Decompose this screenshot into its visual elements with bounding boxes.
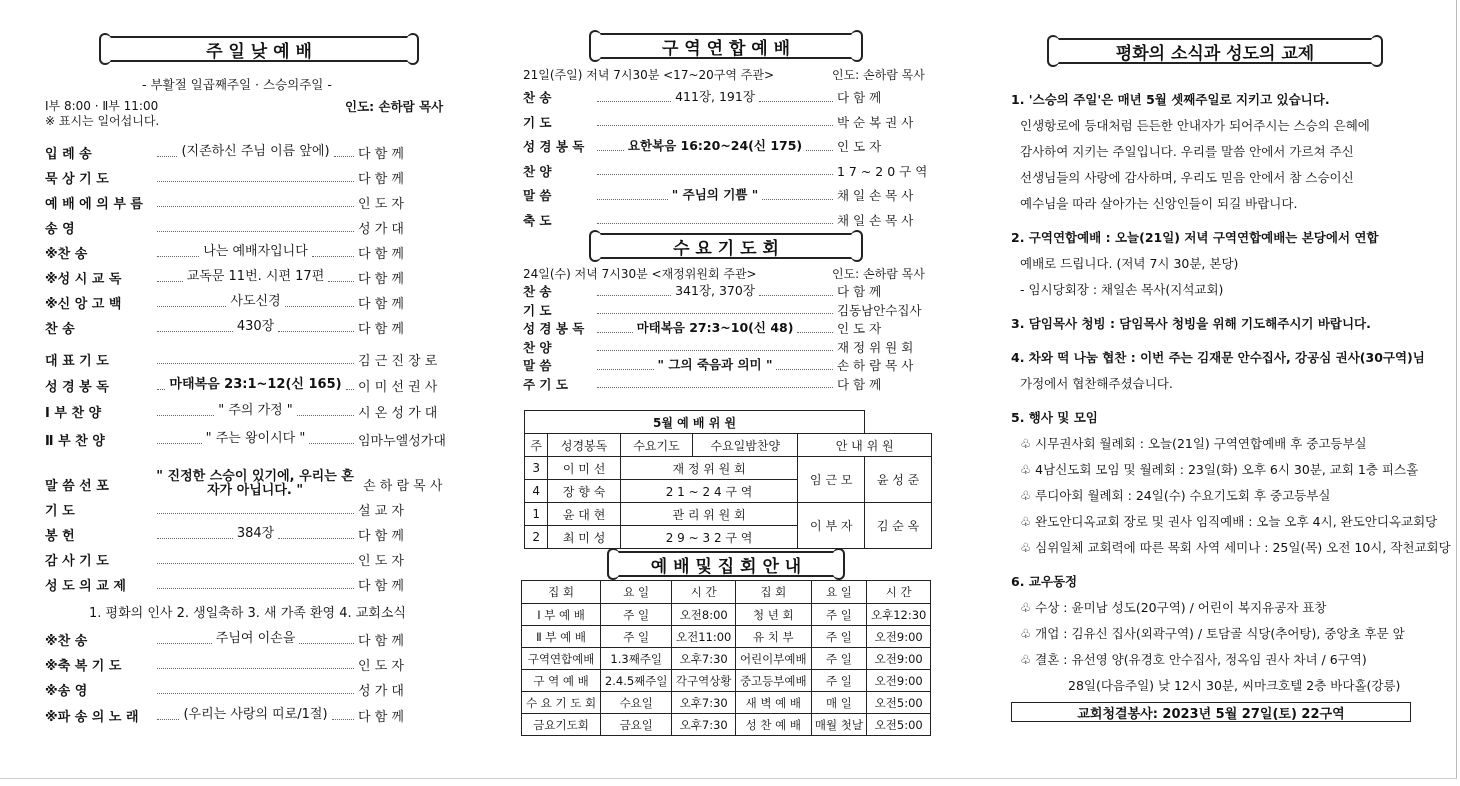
order-item-label: 찬 송 (523, 284, 552, 299)
order-item-label: 봉 헌 (45, 529, 75, 544)
order-item-detail: 마태복음 23:1~12(신 165) (169, 377, 342, 393)
order-item-label: ※성 시 교 독 (45, 272, 122, 287)
leader-dots (759, 93, 833, 102)
order-item (45, 218, 450, 237)
order-item-detail: 사도신경 (230, 294, 281, 310)
order-item-leader: 다 함 께 (358, 529, 404, 544)
order-item-leader: 1 7 ~ 2 0 구 역 (837, 163, 928, 179)
order-item (45, 243, 450, 262)
order-item (45, 470, 450, 499)
committee-header-cell: 수요기도 (620, 434, 692, 457)
news-heading: 3. 담임목사 청빙 : 담임목사 청빙을 위해 기도해주시기 바랍니다. (1011, 316, 1371, 331)
schedule-title-text: 예 배 및 집 회 안 내 (650, 556, 802, 577)
leader-dots (597, 342, 833, 351)
order-item-leader: 손 하 람 목 사 (837, 358, 914, 373)
schedule-row (522, 692, 931, 714)
committee-week: 3 (525, 457, 548, 480)
leader-dots (157, 355, 354, 364)
order-item (523, 137, 933, 155)
schedule-cell: 오전11:00 (672, 626, 736, 648)
schedule-cell: 주 일 (601, 604, 672, 626)
order-item-leader: 다 함 께 (358, 579, 404, 594)
order-item-label: 기 도 (523, 114, 552, 130)
committee-header-row (525, 434, 932, 457)
order-item (523, 162, 933, 180)
leader-dots (157, 505, 354, 514)
order-item-leader: 다 함 께 (358, 247, 404, 262)
schedule-cell: 중고등부예배 (736, 670, 811, 692)
schedule-row (522, 604, 931, 626)
order-item (45, 318, 450, 337)
order-item-leader: 설 교 자 (358, 504, 404, 519)
order-item-leader: 다 함 께 (358, 297, 404, 312)
schedule-cell: 오전9:00 (867, 626, 931, 648)
order-item-detail: 주님여 이손을 (215, 631, 296, 647)
leader-dots (157, 298, 226, 307)
leader-dots (157, 223, 354, 232)
order-item (523, 319, 933, 337)
schedule-cell: 매 일 (811, 692, 867, 714)
order-item-label: 축 도 (523, 212, 552, 228)
order-item-detail: (우리는 사랑의 띠로/1절) (183, 707, 328, 723)
order-item-leader: 인 도 자 (358, 197, 404, 212)
news-line: ♧ 루디아회 월례회 : 24일(수) 수요기도회 후 중고등부실 (1020, 488, 1331, 503)
leader-dots (597, 305, 833, 314)
committee-reader: 최 미 성 (548, 526, 620, 549)
schedule-header-cell: 요 일 (811, 581, 867, 604)
schedule-cell: 오전5:00 (867, 714, 931, 736)
news-heading: 4. 차와 떡 나눔 협찬 : 이번 주는 김재문 안수집사, 강공심 권사(30구역)님 (1011, 350, 1425, 365)
order-item (45, 168, 450, 187)
leader-dots (157, 435, 202, 444)
order-item (523, 186, 933, 204)
schedule-cell: 새 벽 예 배 (736, 692, 811, 714)
leader-dots (597, 166, 833, 175)
leader-dots (157, 198, 354, 207)
schedule-cell: 금요일 (601, 714, 672, 736)
news-line: 예수님을 따라 살아가는 신앙인들이 되길 바랍니다. (1020, 196, 1298, 211)
news-line: ♧ 완도안디옥교회 장로 및 권사 임직예배 : 오늘 오후 4시, 완도안디옥교회당 (1020, 514, 1438, 529)
schedule-row (522, 670, 931, 692)
order-item-leader: 다 함 께 (358, 147, 404, 162)
order-item (523, 356, 933, 374)
committee-prayer: 관 리 위 원 회 (620, 503, 798, 526)
order-item-leader: 이 미 선 권 사 (358, 380, 438, 395)
news-title-text: 평화의 소식과 성도의 교제 (1115, 43, 1315, 64)
schedule-row (522, 714, 931, 736)
order-item-leader: 다 함 께 (837, 376, 882, 392)
schedule-cell: 오후7:30 (672, 692, 736, 714)
news-line: ♧ 결혼 : 유선영 양(유경호 안수집사, 정옥임 권사 차녀 / 6구역) (1020, 652, 1367, 667)
order-item-label: 예 배 에 의 부 름 (45, 197, 143, 212)
news-line: ♧ 개업 : 김유신 집사(외곽구역) / 토담골 식당(추어탕), 중앙초 후문 앞 (1020, 626, 1405, 641)
committee-prayer: 2 9 ~ 3 2 구 역 (620, 526, 798, 549)
leader-dots (759, 287, 833, 296)
committee-table (524, 410, 932, 549)
committee-header-cell: 성경봉독 (548, 434, 620, 457)
order-item-label: 성 경 봉 독 (523, 321, 585, 336)
order-item-label: 말 씀 선 포 (45, 478, 109, 494)
schedule-cell: 구 역 예 배 (522, 670, 601, 692)
order-item-label: 말 씀 (523, 188, 552, 203)
order-item (45, 376, 450, 395)
schedule-cell: 청 년 회 (736, 604, 811, 626)
leader-dots (157, 173, 354, 182)
leader-dots (157, 273, 183, 282)
leader-dots (597, 117, 833, 126)
order-item-detail: 430장 (236, 319, 275, 335)
order-item (45, 143, 450, 162)
order-item-detail: 411장, 191장 (675, 89, 755, 105)
order-item-label: 성 경 봉 독 (45, 380, 109, 395)
order-item-label: ※파 송 의 노 래 (45, 710, 139, 725)
leader-dots (309, 435, 354, 444)
order-item (45, 430, 450, 449)
order-item-label: 성 경 봉 독 (523, 139, 585, 154)
leader-dots (597, 379, 833, 388)
leader-dots (334, 148, 354, 157)
order-item (45, 525, 450, 544)
order-item (45, 655, 450, 674)
order-item-label: 찬 송 (523, 90, 552, 105)
schedule-row (522, 648, 931, 670)
schedule-cell: 오후7:30 (672, 714, 736, 736)
news-heading: 5. 행사 및 모임 (1011, 410, 1098, 425)
news-line: ♧ 시무권사회 월례회 : 오늘(21일) 구역연합예배 후 중고등부실 (1020, 436, 1367, 451)
schedule-cell: Ⅱ 부 예 배 (522, 626, 601, 648)
leader-dots (157, 148, 177, 157)
order-item-label: 말 씀 (523, 358, 552, 373)
leader-dots (312, 248, 354, 257)
schedule-cell: 구역연합예배 (522, 648, 601, 670)
leader-dots (597, 287, 671, 296)
leader-dots (597, 215, 833, 224)
order-item-detail: " 진정한 스승이 있기에, 우리는 혼자가 아닙니다. " (156, 469, 354, 499)
order-item-label: 기 도 (523, 302, 552, 318)
committee-prayer: 2 1 ~ 2 4 구 역 (620, 480, 798, 503)
district-service-title-text: 구 역 연 합 예 배 (661, 38, 791, 59)
order-item-leader: 다 함 께 (358, 322, 404, 337)
leader-dots (332, 711, 354, 720)
schedule-cell: 성 찬 예 배 (736, 714, 811, 736)
order-item (45, 706, 450, 725)
usher-cell: 윤 성 준 (865, 457, 932, 503)
committee-week: 2 (525, 526, 548, 549)
order-item-label: 찬 양 (523, 163, 552, 179)
order-item-detail: 교독문 11번. 시편 17편 (186, 269, 325, 285)
schedule-cell: 1.3째주일 (601, 648, 672, 670)
order-item-detail: " 주님의 기쁨 " (671, 187, 759, 203)
wednesday-info: 24일(수) 저녁 7시30분 <재정위원회 주관> (523, 267, 757, 281)
news-line: ♧ 수상 : 윤미남 성도(20구역) / 어린이 복지유공자 표창 (1020, 600, 1327, 615)
sunday-leader: 인도: 손하람 목사 (345, 99, 444, 114)
order-item (523, 113, 933, 131)
schedule-cell: 각구역상황 (672, 670, 736, 692)
cleaning-notice: 교회청결봉사: 2023년 5월 27일(토) 22구역 (1011, 702, 1411, 722)
schedule-header-cell: 시 간 (867, 581, 931, 604)
order-item-label: ※신 앙 고 백 (45, 297, 122, 312)
order-item (45, 500, 450, 519)
wednesday-prayer-title (595, 233, 857, 259)
schedule-table (521, 580, 931, 736)
order-item (523, 211, 933, 229)
order-item (45, 575, 450, 594)
order-item-leader: 다 함 께 (358, 634, 404, 649)
order-item-label: 주 기 도 (523, 376, 568, 392)
order-item-detail: (지존하신 주님 이름 앞에) (181, 144, 330, 160)
schedule-cell: 주 일 (811, 648, 867, 670)
leader-dots (157, 248, 199, 257)
wednesday-prayer-title-text: 수 요 기 도 회 (673, 238, 779, 259)
committee-title: 5월 예 배 위 원 (525, 411, 865, 434)
schedule-cell: 오전8:00 (672, 604, 736, 626)
order-item-leader: 인 도 자 (358, 554, 404, 569)
schedule-cell: 어린이부예배 (736, 648, 811, 670)
sunday-subtitle: - 부활절 일곱째주일 · 스승의주일 - (142, 77, 332, 92)
order-item-detail: 요한복음 16:20~24(신 175) (627, 138, 803, 154)
schedule-cell: 2.4.5째주일 (601, 670, 672, 692)
order-item-label: 찬 송 (45, 322, 75, 337)
order-item (45, 550, 450, 569)
schedule-cell: 주 일 (601, 626, 672, 648)
schedule-title (613, 551, 839, 577)
news-line: 28일(다음주일) 낮 12시 30분, 씨마크호텔 2층 바다홀(강릉) (1068, 678, 1401, 693)
order-item-leader: 다 함 께 (358, 272, 404, 287)
order-item-label: ※찬 송 (45, 634, 88, 649)
order-item (45, 293, 450, 312)
leader-dots (797, 324, 833, 333)
committee-reader: 윤 대 현 (548, 503, 620, 526)
order-item (523, 88, 933, 106)
committee-header-cell: 안 내 위 원 (798, 434, 932, 457)
standing-note: ※ 표시는 일어섭니다. (45, 114, 160, 128)
leader-dots (285, 298, 354, 307)
order-item-label: Ⅱ 부 찬 양 (45, 434, 105, 449)
order-item-leader: 손 하 람 목 사 (363, 478, 443, 494)
order-item-leader: 인 도 자 (837, 139, 882, 154)
leader-dots (597, 142, 624, 151)
schedule-cell: 오후12:30 (867, 604, 931, 626)
service-times: Ⅰ부 8:00 · Ⅱ부 11:00 (45, 99, 159, 113)
news-heading: 6. 교우동정 (1011, 574, 1078, 589)
order-item-label: 묵 상 기 도 (45, 172, 109, 187)
leader-dots (776, 361, 833, 370)
leader-dots (597, 324, 633, 333)
order-item-label: ※찬 송 (45, 247, 88, 262)
usher-cell: 이 부 자 (798, 503, 865, 549)
leader-dots (157, 580, 354, 589)
sunday-service-title-text: 주 일 낮 예 배 (206, 41, 312, 62)
order-item-detail: 1. 평화의 인사 2. 생일축하 3. 새 가족 환영 4. 교회소식 (89, 606, 406, 621)
order-item (45, 402, 450, 421)
order-item-label: 기 도 (45, 504, 75, 519)
schedule-header-cell: 집 회 (736, 581, 811, 604)
schedule-cell: 오후7:30 (672, 648, 736, 670)
leader-dots (299, 635, 354, 644)
leader-dots (157, 323, 233, 332)
news-title (1053, 38, 1377, 64)
sunday-service-title (105, 36, 413, 62)
order-item (45, 350, 450, 369)
order-item (45, 193, 450, 212)
order-item-leader: 인 도 자 (358, 659, 404, 674)
order-item-detail: 384장 (236, 526, 275, 542)
schedule-cell: 매월 첫날 (811, 714, 867, 736)
committee-row (525, 503, 932, 526)
leader-dots (157, 555, 354, 564)
committee-header-cell: 주 (525, 434, 548, 457)
order-item (45, 680, 450, 699)
order-item-detail: 341장, 370장 (675, 283, 755, 299)
order-item-detail: " 주의 가정 " (218, 403, 293, 419)
news-line: - 임시당회장 : 채일손 목사(지석교회) (1020, 282, 1224, 297)
leader-dots (762, 191, 833, 200)
order-item (523, 338, 933, 356)
order-item-leader: 김동남안수집사 (837, 302, 922, 318)
committee-header-cell: 수요일밤찬양 (693, 434, 798, 457)
committee-row (525, 457, 932, 480)
leader-dots (157, 660, 354, 669)
district-service-info: 21일(주일) 저녁 7시30분 <17~20구역 주관> (523, 68, 775, 82)
news-heading: 1. '스승의 주일'은 매년 5월 셋째주일로 지키고 있습니다. (1011, 92, 1330, 107)
schedule-header-cell: 집 회 (522, 581, 601, 604)
order-item-detail: " 그의 죽음과 의미 " (657, 357, 773, 373)
schedule-cell: 수 요 기 도 회 (522, 692, 601, 714)
order-item (523, 375, 933, 393)
order-item-label: 송 영 (45, 222, 75, 237)
leader-dots (346, 381, 354, 390)
order-item-leader: 재 정 위 원 회 (837, 339, 914, 355)
schedule-header-row (522, 581, 931, 604)
news-line: 선생님들의 사랑에 감사하며, 우리도 믿음 안에서 참 스승이신 (1020, 170, 1354, 185)
schedule-header-cell: 요 일 (601, 581, 672, 604)
news-line: 감사하여 지키는 주일입니다. 우리를 말씀 안에서 가르쳐 주신 (1020, 144, 1354, 159)
order-item-label: ※송 영 (45, 684, 88, 699)
order-item-leader: 성 가 대 (358, 222, 404, 237)
order-item (523, 301, 933, 319)
order-item-leader: 다 함 께 (358, 172, 404, 187)
schedule-cell: 오전5:00 (867, 692, 931, 714)
schedule-cell: 수요일 (601, 692, 672, 714)
order-item (523, 282, 933, 300)
order-item (45, 630, 450, 649)
order-item-leader: 채 일 손 목 사 (837, 188, 914, 203)
committee-week: 1 (525, 503, 548, 526)
order-item-detail: 나는 예배자입니다 (203, 244, 308, 260)
schedule-cell: 주 일 (811, 670, 867, 692)
schedule-cell: 오전9:00 (867, 670, 931, 692)
leader-dots (597, 361, 654, 370)
leader-dots (297, 407, 354, 416)
schedule-cell: 주 일 (811, 604, 867, 626)
order-item-label: Ⅰ 부 찬 양 (45, 406, 102, 421)
news-line: 가정에서 협찬해주셨습니다. (1020, 376, 1173, 391)
order-item-label: 대 표 기 도 (45, 354, 109, 369)
leader-dots (597, 93, 671, 102)
schedule-cell: 오전9:00 (867, 648, 931, 670)
order-item-label: 입 례 송 (45, 147, 92, 162)
leader-dots (157, 407, 214, 416)
schedule-cell: Ⅰ 부 예 배 (522, 604, 601, 626)
committee-week: 4 (525, 480, 548, 503)
district-service-leader: 인도: 손하람 목사 (832, 68, 925, 82)
news-line: 인생항로에 등대처럼 든든한 안내자가 되어주시는 스승의 은혜에 (1020, 118, 1370, 133)
order-item (45, 602, 450, 621)
order-item-leader: 시 온 성 가 대 (358, 406, 438, 421)
leader-dots (157, 635, 212, 644)
order-item-leader: 다 함 께 (837, 90, 882, 105)
order-item-leader: 김 근 진 장 로 (358, 354, 438, 369)
schedule-cell: 주 일 (811, 626, 867, 648)
district-service-title (595, 33, 857, 59)
news-line: ♧ 4남신도회 모임 및 월례회 : 23일(화) 오후 6시 30분, 교회 1층 피스홀 (1020, 462, 1419, 477)
news-heading: 2. 구역연합예배 : 오늘(21일) 저녁 구역연합예배는 본당에서 연합 (1011, 230, 1379, 245)
order-item-leader: 채 일 손 목 사 (837, 212, 914, 228)
order-item-label: 성 도 의 교 제 (45, 579, 126, 594)
leader-dots (806, 142, 833, 151)
usher-cell: 김 순 옥 (865, 503, 932, 549)
leader-dots (157, 381, 165, 390)
leader-dots (157, 711, 179, 720)
order-item-leader: 임마누엘성가대 (358, 434, 446, 449)
order-item-leader: 성 가 대 (358, 684, 404, 699)
leader-dots (278, 530, 354, 539)
order-item-label: 감 사 기 도 (45, 554, 109, 569)
usher-cell: 임 근 모 (798, 457, 865, 503)
order-item-leader: 박 순 복 권 사 (837, 114, 914, 130)
order-item-leader: 인 도 자 (837, 321, 882, 336)
wednesday-leader: 인도: 손하람 목사 (832, 267, 925, 281)
schedule-cell: 금요기도회 (522, 714, 601, 736)
leader-dots (157, 685, 354, 694)
schedule-cell: 유 치 부 (736, 626, 811, 648)
leader-dots (597, 191, 668, 200)
schedule-header-cell: 시 간 (672, 581, 736, 604)
news-line: ♧ 심위일체 교회력에 따른 목회 사역 세미나 : 25일(목) 오전 10시, 작천교회당 (1020, 540, 1451, 555)
order-item (45, 268, 450, 287)
order-item-label: ※축 복 기 도 (45, 659, 122, 674)
order-item-detail: 마태복음 27:3~10(신 48) (636, 320, 794, 336)
leader-dots (328, 273, 354, 282)
news-line: 예배로 드립니다. (저녁 7시 30분, 본당) (1020, 256, 1239, 271)
order-item-label: 찬 양 (523, 339, 552, 355)
leader-dots (157, 530, 233, 539)
order-item-leader: 다 함 께 (837, 284, 882, 299)
leader-dots (278, 323, 354, 332)
committee-prayer: 재 정 위 원 회 (620, 457, 798, 480)
committee-reader: 장 향 숙 (548, 480, 620, 503)
order-item-leader: 다 함 께 (358, 710, 404, 725)
committee-reader: 이 미 선 (548, 457, 620, 480)
order-item-detail: " 주는 왕이시다 " (205, 431, 306, 447)
schedule-row (522, 626, 931, 648)
